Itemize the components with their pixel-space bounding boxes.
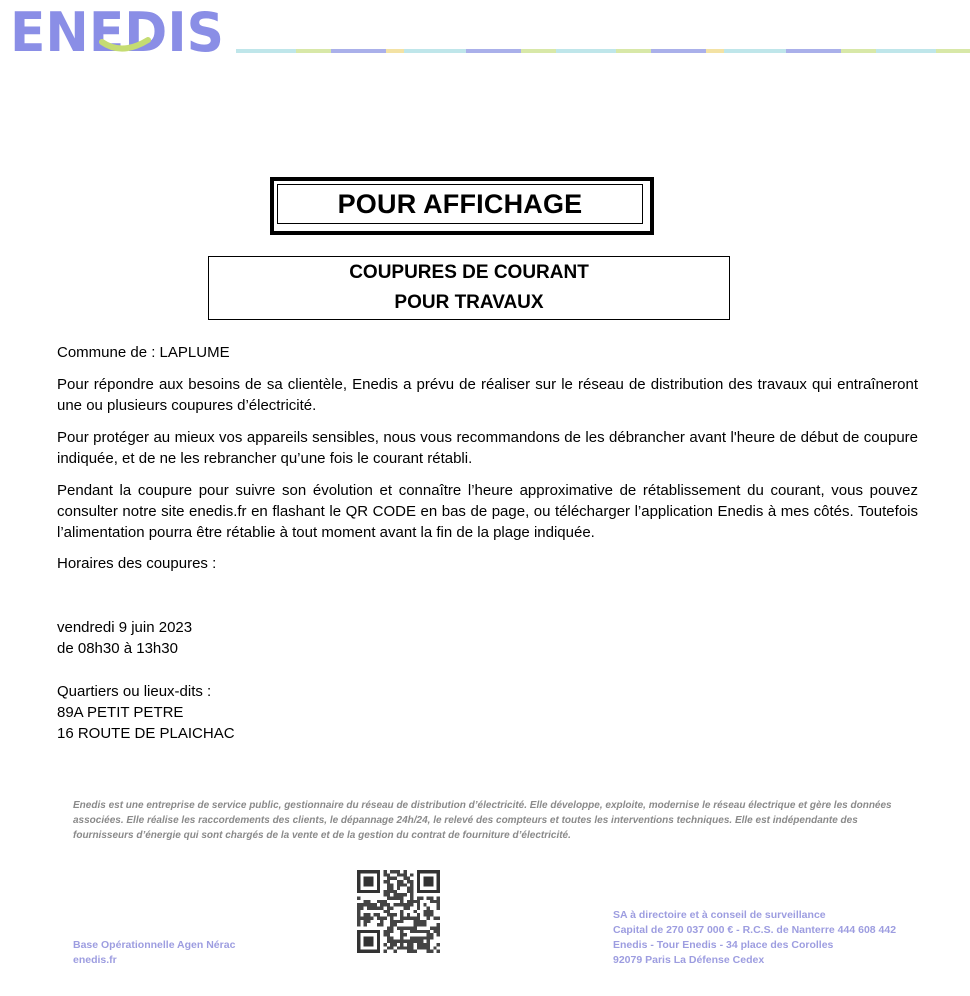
footer-agency: Base Opérationnelle Agen Nérac (73, 939, 236, 951)
footer-address-2: 92079 Paris La Défense Cedex (613, 954, 765, 966)
footer-right (613, 908, 896, 968)
quartiers-label: Quartiers ou lieux-dits : (57, 683, 212, 700)
footer-left (73, 938, 235, 968)
location-1: 89A PETIT PETRE (57, 704, 184, 721)
footer-legal-text: Enedis est une entreprise de service public, gestionnaire du réseau de distribution d’électricité. Elle développe, exploite, modernise le réseau électrique et gère les données associées. Elle réalise les raccordements des clients, le dépannage 24h/24, le relevé des compteurs et toutes les interventions techniques. Elle est indépendante des fournisseurs d’énergie qui sont chargés de la vente et de la gestion du contrat de fourniture d’électricité. (73, 800, 892, 841)
horaires-label: Horaires des coupures : (57, 555, 217, 572)
footer-address-1: Enedis - Tour Enedis - 34 place des Corolles (613, 939, 834, 951)
paragraph-3: Pendant la coupure pour suivre son évolution et connaître l’heure approximative de rétablissement du courant, vous pouvez consulter notre site enedis.fr en flashant le QR CODE en bas de page, ou télécharger l’application Enedis à mes côtés. Toutefois l’alimentation pourra être rétablie à tout moment avant la fin de la plage indiquée. (57, 482, 918, 541)
subtitle-line-1: COUPURES DE COURANT (349, 262, 589, 283)
commune-line: Commune de : LAPLUME (57, 344, 230, 361)
footer-website-link[interactable]: enedis.fr (73, 954, 117, 966)
paragraph-2: Pour protéger au mieux vos appareils sensibles, nous vous recommandons de les débrancher avant l'heure de début de coupure indiquée, et de ne les rebrancher qu’une fois le courant rétabli. (57, 429, 918, 467)
qr-code-icon[interactable] (357, 870, 440, 953)
logo-text: ENEDIS (10, 6, 224, 56)
enedis-logo (10, 6, 228, 56)
paragraph-1: Pour répondre aux besoins de sa clientèle, Enedis a prévu de réaliser sur le réseau de distribution des travaux qui entraîneront une ou plusieurs coupures d’électricité. (57, 376, 918, 414)
title-box (270, 177, 654, 235)
subtitle-box (208, 256, 730, 320)
schedule-time: de 08h30 à 13h30 (57, 640, 178, 657)
subtitle-line-2: POUR TRAVAUX (394, 292, 544, 313)
footer-legal-form: SA à directoire et à conseil de surveillance (613, 909, 826, 921)
schedule-date: vendredi 9 juin 2023 (57, 619, 193, 636)
location-2: 16 ROUTE DE PLAICHAC (57, 725, 235, 742)
page-title: POUR AFFICHAGE (277, 184, 643, 224)
footer-capital: Capital de 270 037 000 € - R.C.S. de Nanterre 444 608 442 (613, 924, 897, 936)
header-stripe (236, 49, 970, 53)
